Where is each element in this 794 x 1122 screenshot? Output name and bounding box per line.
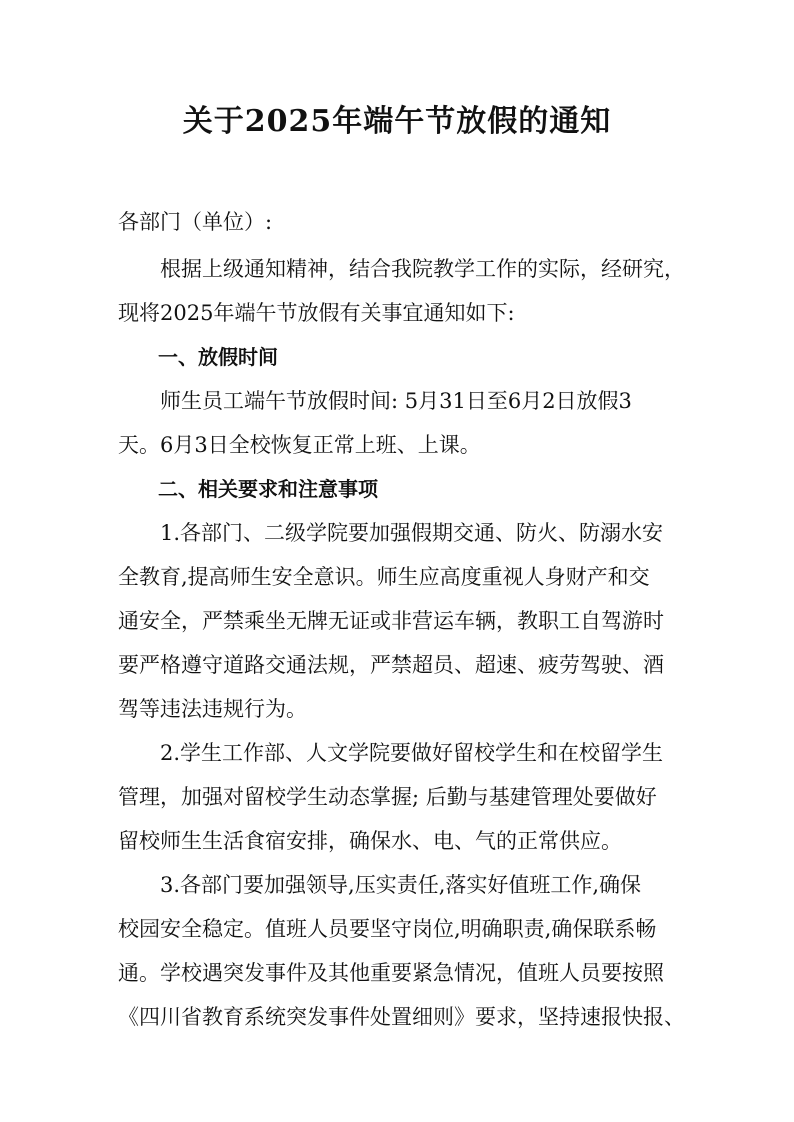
body-line-5: 天。6月3日全校恢复正常上班、上课。 bbox=[118, 433, 481, 457]
body-line-11: 驾等违法违规行为。 bbox=[118, 697, 307, 721]
body-line-10: 要严格遵守道路交通法规，严禁超员、超速、疲劳驾驶、酒 bbox=[118, 653, 664, 677]
section-heading-2: 二、相关要求和注意事项 bbox=[118, 477, 378, 501]
body-line-17: 通。学校遇突发事件及其他重要紧急情况，值班人员要按照 bbox=[118, 961, 664, 985]
body-line-8: 全教育,提高师生安全意识。师生应高度重视人身财产和交 bbox=[118, 565, 650, 589]
body-line-2: 现将2025年端午节放假有关事宜通知如下: bbox=[118, 301, 515, 325]
body-line-1: 根据上级通知精神，结合我院教学工作的实际，经研究， bbox=[118, 257, 685, 281]
body-line-13: 管理，加强对留校学生动态掌握; 后勤与基建管理处要做好 bbox=[118, 785, 657, 809]
body-line-7: 1.各部门、二级学院要加强假期交通、防火、防溺水安 bbox=[118, 521, 664, 545]
body-line-18: 《四川省教育系统突发事件处置细则》要求，坚持速报快报、 bbox=[118, 1005, 685, 1029]
body-line-9: 通安全，严禁乘坐无牌无证或非营运车辆，教职工自驾游时 bbox=[118, 609, 664, 633]
salutation: 各部门（单位）: bbox=[118, 210, 273, 234]
section-heading-1: 一、放假时间 bbox=[118, 345, 278, 369]
body-line-12: 2.学生工作部、人文学院要做好留校学生和在校留学生 bbox=[118, 741, 664, 765]
body-line-4: 师生员工端午节放假时间: 5月31日至6月2日放假3 bbox=[118, 389, 632, 413]
body-line-16: 校园安全稳定。值班人员要坚守岗位,明确职责,确保联系畅 bbox=[118, 917, 657, 941]
body-line-14: 留校师生生活食宿安排，确保水、电、气的正常供应。 bbox=[118, 829, 622, 853]
body-line-15: 3.各部门要加强领导,压实责任,落实好值班工作,确保 bbox=[118, 873, 642, 897]
document-title: 关于2025年端午节放假的通知 bbox=[182, 104, 612, 139]
